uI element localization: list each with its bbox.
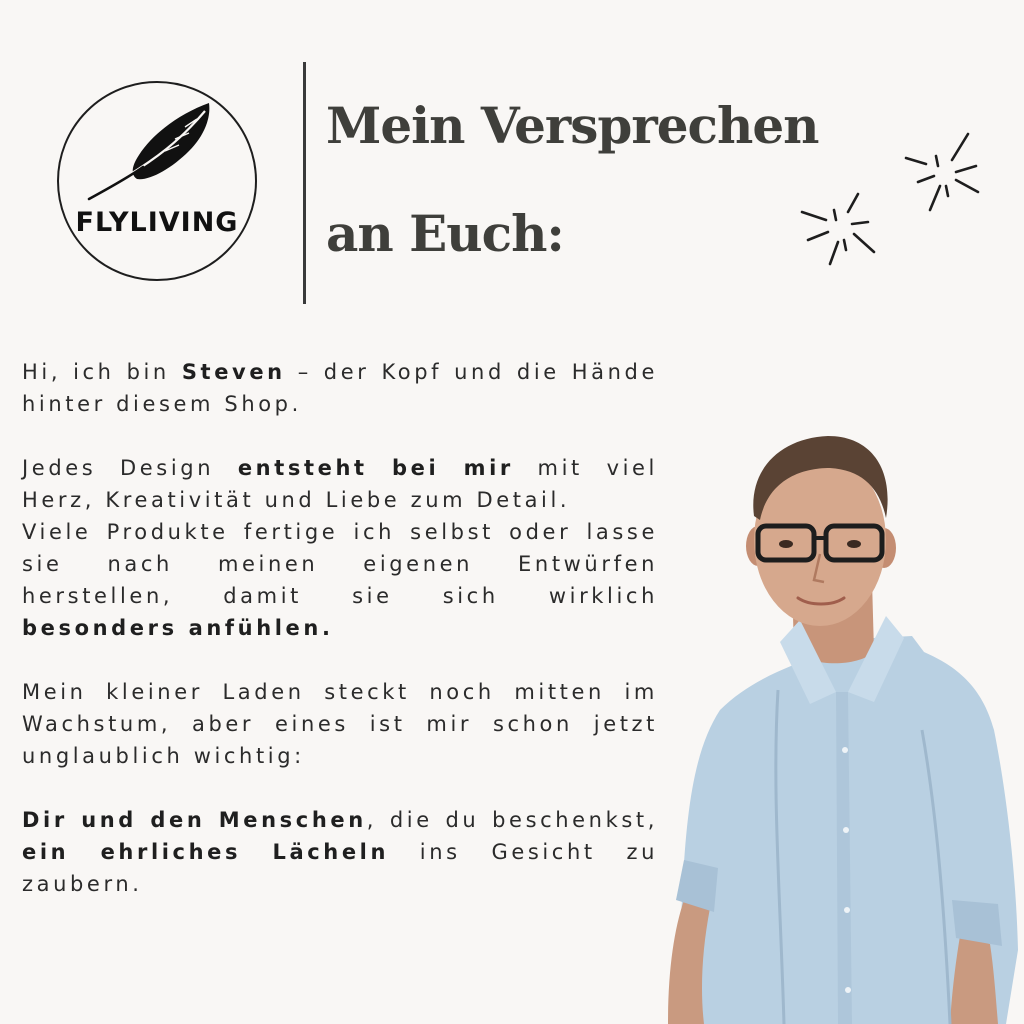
headline-line-2: an Euch: bbox=[326, 204, 564, 263]
promise-paragraph: Dir und den Menschen, die du beschenkst, ein ehrliches Lächeln ins Gesicht zu zaubern. bbox=[22, 808, 659, 896]
headline-line-1: Mein Versprechen bbox=[326, 96, 819, 155]
about-text bbox=[22, 356, 658, 900]
vertical-divider bbox=[303, 62, 306, 304]
brand-name: FLYLIVING bbox=[75, 207, 239, 238]
growth-paragraph: Mein kleiner Laden steckt noch mitten im Wachstum, aber eines ist mir schon jetzt unglaublich wichtig: bbox=[22, 680, 658, 768]
sparkle-icon bbox=[896, 128, 982, 216]
design-paragraph: Jedes Design entsteht bei mir mit viel Herz, Kreativität und Liebe zum Detail. Viele Produkte fertige ich selbst oder lasse sie nach meinen eigenen Entwürfen herstellen, damit sie sich wirklich besonders anfühlen. bbox=[22, 456, 658, 640]
portrait-photo bbox=[660, 430, 1024, 1024]
intro-paragraph: Hi, ich bin Steven – der Kopf und die Hände hinter diesem Shop. bbox=[22, 360, 658, 416]
sparkle-icon bbox=[796, 188, 878, 268]
brand-logo bbox=[57, 81, 257, 281]
feather-icon bbox=[85, 97, 215, 207]
owner-name: Steven bbox=[181, 360, 286, 384]
